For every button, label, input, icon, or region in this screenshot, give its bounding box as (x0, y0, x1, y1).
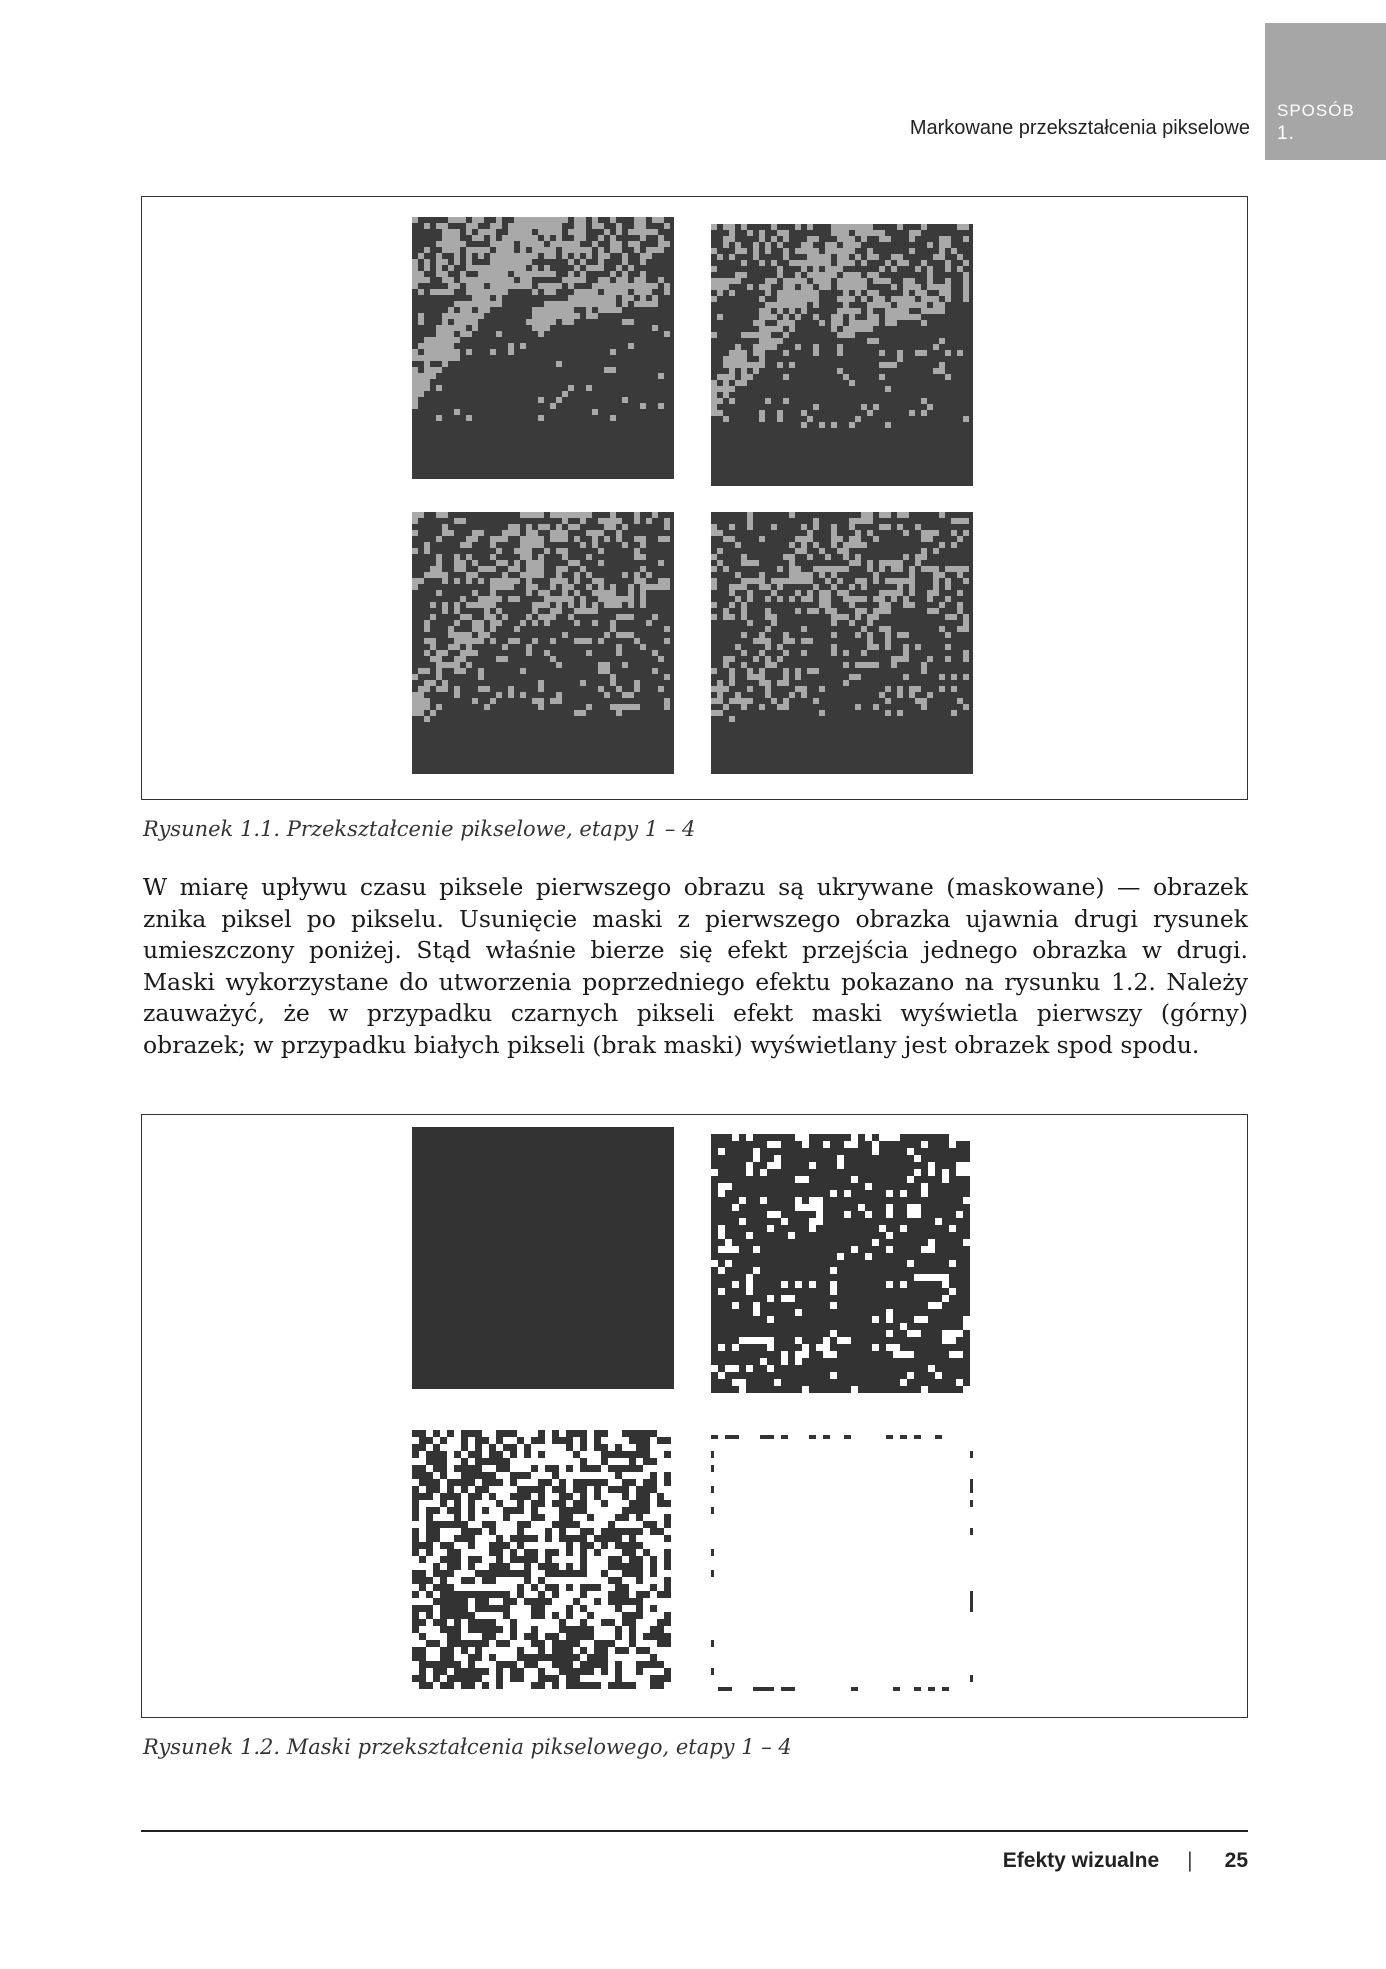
figure-1-panel-2 (711, 224, 973, 486)
chapter-tab-label: SPOSÓB (1277, 101, 1355, 120)
figure-1-panel-4 (711, 512, 973, 774)
figure-2 (141, 1114, 1248, 1718)
figure-2-mask-2 (711, 1134, 970, 1393)
figure-2-mask-1 (412, 1127, 674, 1389)
figure-1-panel-1 (412, 217, 674, 479)
footer-rule (141, 1830, 1248, 1832)
figure-1-panel-3 (412, 512, 674, 774)
figure-2-mask-3 (412, 1430, 671, 1689)
figure-2-mask-4 (711, 1435, 973, 1691)
running-title: Markowane przekształcenia pikselowe (909, 117, 1250, 139)
chapter-tab (1265, 23, 1386, 160)
body-paragraph: W miarę upływu czasu piksele pierwszego obrazu są ukrywane (maskowane) — obrazek znika piksel po pikselu. Usunięcie maski z pierwszego obrazka ujawnia drugi rysunek umieszczony poniżej. Stąd właśnie bierze się efekt przejścia jednego obrazka w drugi. Maski wykorzystane do utworzenia poprzedniego efektu pokazano na rysunku 1.2. Należy zauważyć, że w przypadku czarnych pikseli efekt maski wyświetla pierwszy (górny) obrazek; w przypadku białych pikseli (brak maski) wyświetlany jest obrazek spod spodu. (143, 873, 1248, 1059)
page-footer (1003, 1849, 1248, 1873)
figure-1-panels (142, 197, 1249, 801)
chapter-tab-number: 1. (1277, 123, 1295, 144)
footer-separator: | (1187, 1849, 1193, 1872)
figure-2-caption: Rysunek 1.2. Maski przekształcenia pikselowego, etapy 1 – 4 (143, 1735, 792, 1759)
page-number: 25 (1224, 1849, 1248, 1872)
figure-1 (141, 196, 1248, 800)
footer-chapter-title: Efekty wizualne (1002, 1849, 1160, 1872)
figure-1-caption: Rysunek 1.1. Przekształcenie pikselowe, etapy 1 – 4 (143, 817, 696, 841)
figure-2-panels (142, 1115, 1249, 1719)
